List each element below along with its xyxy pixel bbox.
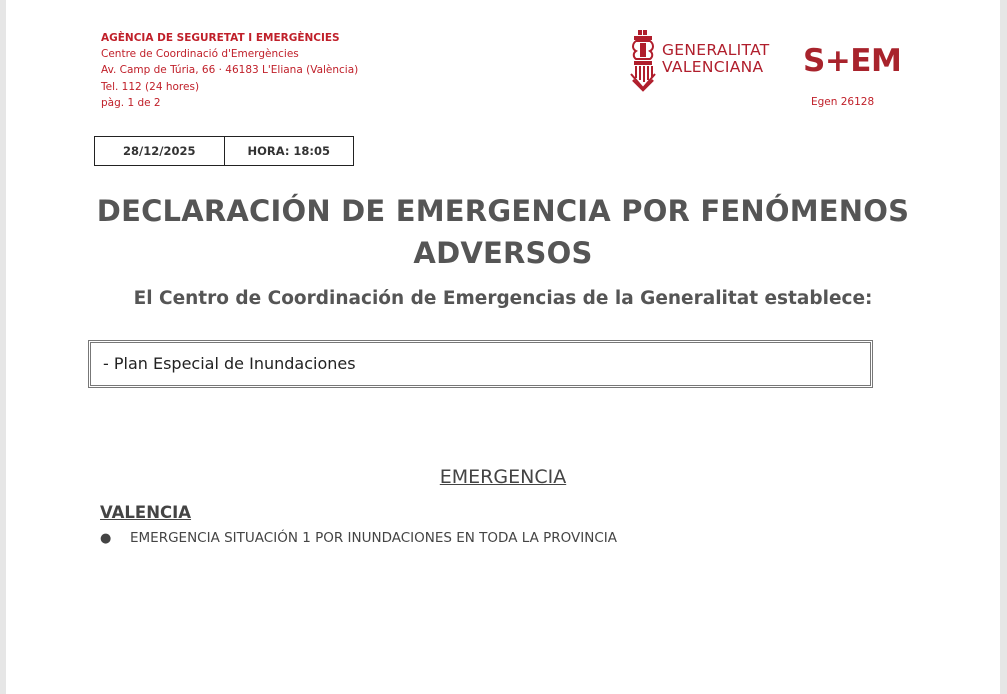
document-page [6,0,1000,694]
egen-code: Egen 26128 [811,96,875,108]
plan-box [88,340,873,388]
date-cell: 28/12/2025 [123,144,196,158]
page-number: pàg. 1 de 2 [101,96,161,109]
logo-line-2: VALENCIANA [662,58,764,76]
sem-logo: S+EM [803,43,902,79]
time-cell: HORA: 18:05 [224,137,354,165]
generalitat-valenciana-logo [629,30,779,92]
agency-centre: Centre de Coordinació d'Emergències [101,48,299,61]
agency-header [101,30,358,111]
emergency-level-heading: EMERGENCIA [439,466,567,488]
date-time-box [94,136,354,166]
title-line-2: ADVERSOS [413,236,593,270]
document-title [6,190,1000,274]
agency-phone: Tel. 112 (24 hores) [101,80,200,93]
province-heading: VALENCIA [100,503,192,522]
title-line-1: DECLARACIÓN DE EMERGENCIA POR FENÓMENOS [96,194,910,228]
list-item-text: EMERGENCIA SITUACIÓN 1 POR INUNDACIONES EN TODA LA PROVINCIA [130,530,617,546]
agency-name: AGÈNCIA DE SEGURETAT I EMERGÈNCIES [101,32,340,44]
agency-address: Av. Camp de Túria, 66 · 46183 L'Eliana (València) [101,64,359,77]
generalitat-logo-text [662,42,770,76]
list-item [100,530,617,546]
document-subtitle: El Centro de Coordinación de Emergencias de la Generalitat establece: [133,288,873,309]
bullet-icon: ● [100,530,112,546]
logo-line-1: GENERALITAT [662,41,770,59]
coat-of-arms-icon [629,30,657,92]
plan-text: - Plan Especial de Inundaciones [103,354,356,373]
